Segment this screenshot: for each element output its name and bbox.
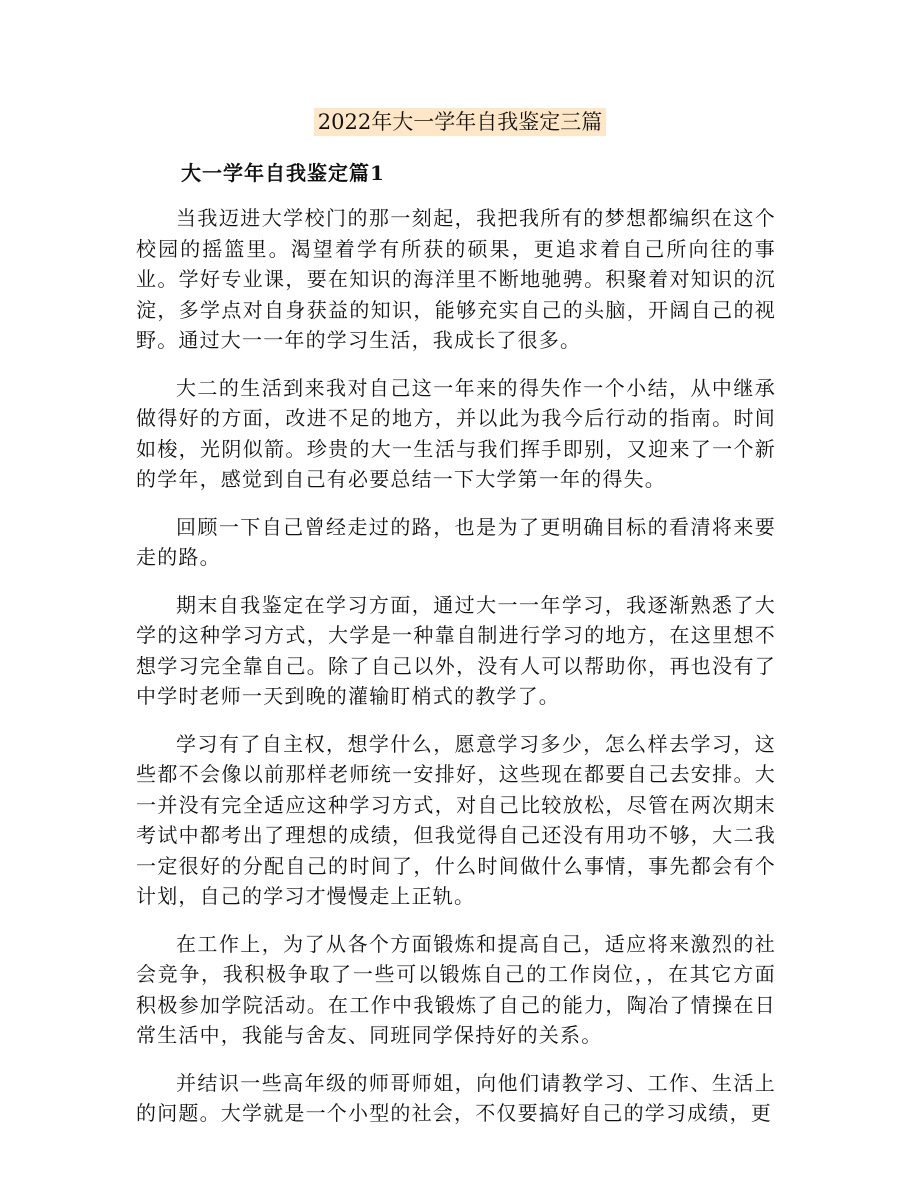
paragraph: 当我迈进大学校门的那一刻起，我把我所有的梦想都编织在这个校园的摇篮里。渴望着学有所获的硕果，更追求着自己所向往的事业。学好专业课，要在知识的海洋里不断地驰骋。积聚着对知识的沉淀，多学点对自身获益的知识，能够充实自己的头脑，开阔自己的视野。通过大一一年的学习生活，我成长了很多。 [136,206,776,352]
paragraph: 学习有了自主权，想学什么，愿意学习多少，怎么样去学习，这些都不会像以前那样老师统一安排好，这些现在都要自己去安排。大一并没有完全适应这种学习方式，对自己比较放松，尽管在两次期末考试中都考出了理想的成绩，但我觉得自己还没有用功不够，大二我一定很好的分配自己的时间了，什么时间做什么事情，事先都会有个计划，自己的学习才慢慢走上正轨。 [136,731,776,908]
paragraph: 大二的生活到来我对自己这一年来的得失作一个小结，从中继承做得好的方面，改进不足的地方，并以此为我今后行动的指南。时间如梭，光阴似箭。珍贵的大一生活与我们挥手即别，又迎来了一个新的学年，感觉到自己有必要总结一下大学第一年的得失。 [136,375,776,491]
document-title [0,107,920,137]
document-body [136,203,776,1146]
document-title-text: 2022年大一学年自我鉴定三篇 [314,108,606,136]
section-heading: 大一学年自我鉴定篇1 [181,161,385,185]
paragraph: 回顾一下自己曾经走过的路，也是为了更明确目标的看清将来要走的路。 [136,514,776,569]
paragraph: 在工作上，为了从各个方面锻炼和提高自己，适应将来激烈的社会竞争，我积极争取了一些可以锻炼自己的工作岗位，，在其它方面积极参加学院活动。在工作中我锻炼了自己的能力，陶冶了情操在日常生活中，我能与舍友、同班同学保持好的关系。 [136,931,776,1047]
paragraph: 期末自我鉴定在学习方面，通过大一一年学习，我逐渐熟悉了大学的这种学习方式，大学是一种靠自制进行学习的地方，在这里想不想学习完全靠自己。除了自己以外，没有人可以帮助你，再也没有了中学时老师一天到晚的灌输盯梢式的教学了。 [136,592,776,708]
paragraph: 并结识一些高年级的师哥师姐，向他们请教学习、工作、生活上的问题。大学就是一个小型的社会，不仅要搞好自己的学习成绩，更 [136,1070,776,1125]
